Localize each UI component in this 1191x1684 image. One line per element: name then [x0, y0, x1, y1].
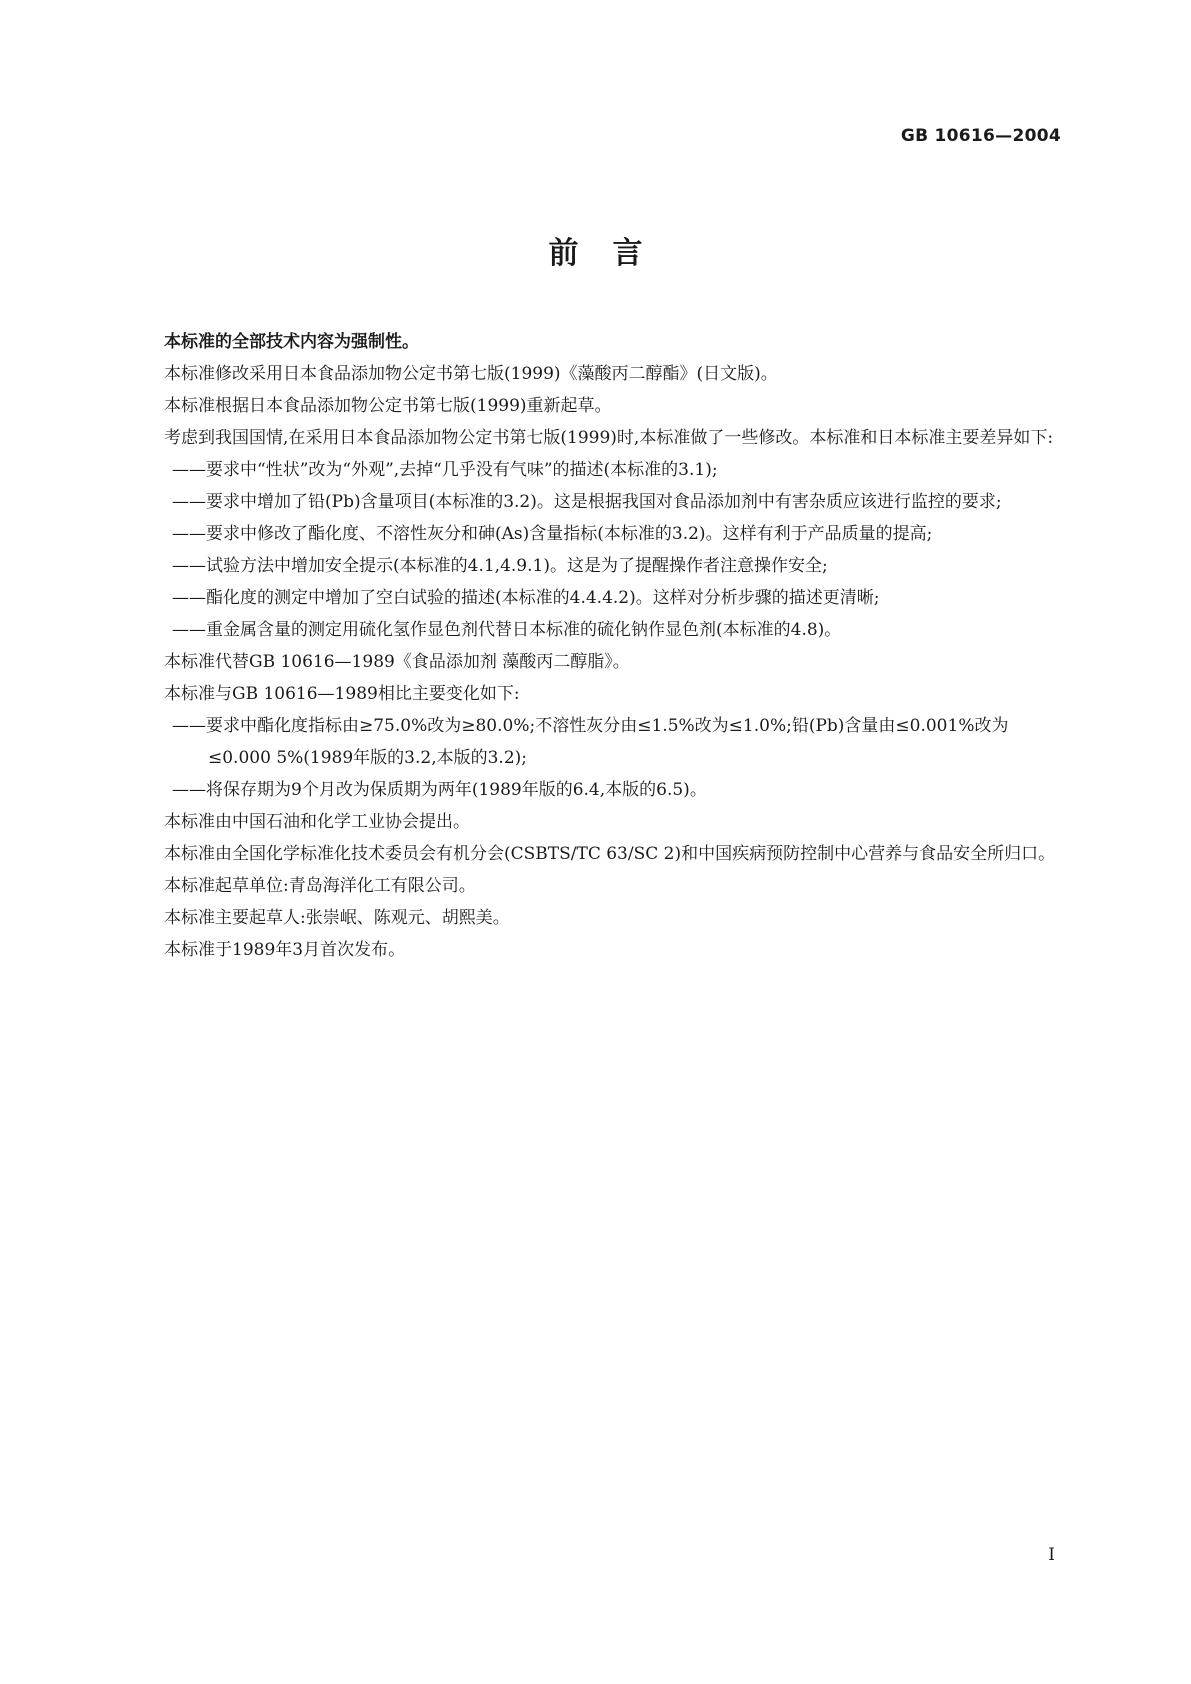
document-body: [130, 326, 1061, 966]
paragraph-drafting-unit: 本标准起草单位:青岛海洋化工有限公司。: [164, 876, 476, 896]
paragraph-redrafted: 本标准根据日本食品添加物公定书第七版(1999)重新起草。: [164, 396, 612, 416]
paragraph-proposer: 本标准由中国石油和化学工业协会提出。: [164, 812, 470, 832]
page-title: 前言: [548, 236, 677, 271]
list-item-difference: ——要求中增加了铅(Pb)含量项目(本标准的3.2)。这是根据我国对食品添加剂中有害杂质应该进行监控的要求;: [172, 492, 1002, 512]
standard-code: GB 10616—2004: [900, 126, 1061, 146]
list-item-difference: ——要求中修改了酯化度、不溶性灰分和砷(As)含量指标(本标准的3.2)。这样有利于产品质量的提高;: [172, 524, 933, 544]
list-item-change: ——将保存期为9个月改为保质期为两年(1989年版的6.4,本版的6.5)。: [172, 780, 707, 800]
list-item-difference: ——要求中“性状”改为“外观”,去掉“几乎没有气味”的描述(本标准的3.1);: [172, 460, 718, 480]
list-item-difference: ——重金属含量的测定用硫化氢作显色剂代替日本标准的硫化钠作显色剂(本标准的4.8)。: [172, 620, 842, 640]
paragraph-adoption: 本标准修改采用日本食品添加物公定书第七版(1999)《藻酸丙二醇酯》(日文版)。: [164, 364, 778, 384]
paragraph-replaces: 本标准代替GB 10616—1989《食品添加剂 藻酸丙二醇脂》。: [164, 652, 630, 672]
paragraph-changes-intro: 本标准与GB 10616—1989相比主要变化如下:: [164, 684, 520, 704]
paragraph-drafters: 本标准主要起草人:张崇岷、陈观元、胡熙美。: [164, 908, 510, 928]
paragraph-mandatory: 本标准的全部技术内容为强制性。: [164, 332, 419, 352]
list-item-difference: ——酯化度的测定中增加了空白试验的描述(本标准的4.4.4.2)。这样对分析步骤的描述更清晰;: [172, 588, 880, 608]
paragraph-differences-intro: 考虑到我国国情,在采用日本食品添加物公定书第七版(1999)时,本标准做了一些修改。本标准和日本标准主要差异如下:: [164, 428, 1054, 448]
paragraph-first-issue: 本标准于1989年3月首次发布。: [164, 940, 406, 960]
paragraph-jurisdiction: 本标准由全国化学标准化技术委员会有机分会(CSBTS/TC 63/SC 2)和中国疾病预防控制中心营养与食品安全所归口。: [164, 844, 1056, 864]
page-number: I: [1048, 1545, 1055, 1565]
list-item-difference: ——试验方法中增加安全提示(本标准的4.1,4.9.1)。这是为了提醒操作者注意操作安全;: [172, 556, 828, 576]
list-item-change: ——要求中酯化度指标由≥75.0%改为≥80.0%;不溶性灰分由≤1.5%改为≤1.0%;铅(Pb)含量由≤0.001%改为≤0.000 5%(1989年版的3.2,本版的3.2);: [172, 716, 1009, 768]
